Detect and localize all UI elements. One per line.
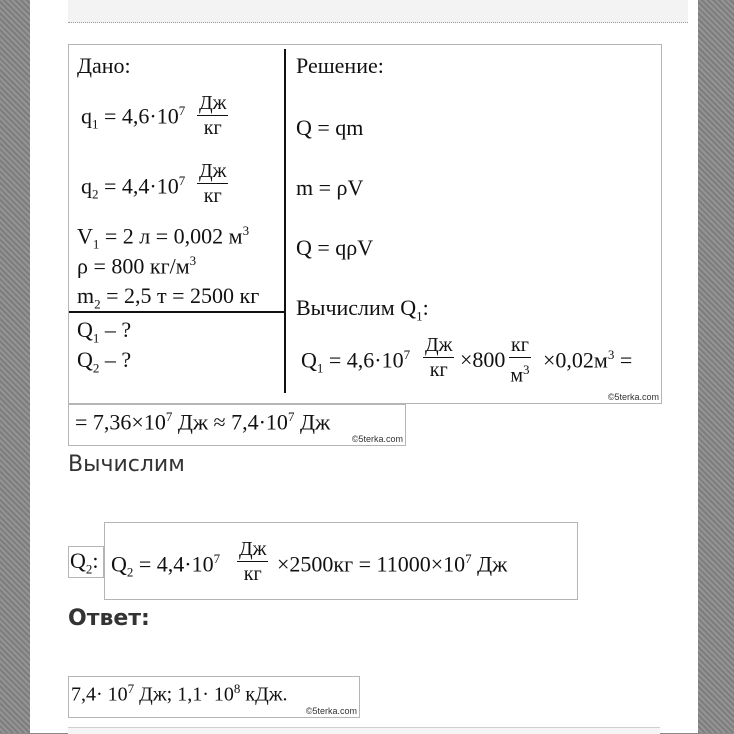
calc-kg-per-m3: кг $м^3$ <box>510 334 530 387</box>
formula-q-qrhov: Q = qρV <box>296 235 374 260</box>
background-right <box>698 0 734 733</box>
find-q1: $Q_1$ – ? <box>77 317 132 346</box>
given-v1: $V_1 = 2$ л = 0,002 $м^3$ <box>77 223 250 252</box>
watermark: ©5terka.com <box>351 434 403 444</box>
result-image <box>68 404 406 446</box>
calc-q1-lhs: $Q_1 = 4,6\cdot 10^7$ <box>301 347 411 376</box>
top-band <box>68 0 688 23</box>
answer-line: $7,4\cdot 10^7$ Дж; $1,1\cdot 10^8$ кДж. <box>71 681 288 706</box>
given-q1-unit: Дж кг <box>199 92 227 139</box>
given-q2-unit: Дж кг <box>199 160 227 207</box>
compute-label: Вычислим <box>68 452 185 477</box>
formula-m-rhov: m = ρV <box>296 175 364 200</box>
find-q2: $Q_2$ – ? <box>77 347 132 376</box>
q2-label-image <box>68 546 104 578</box>
given-m2: $m_2 = 2,5$ т = 2500 кг <box>77 283 260 312</box>
calc-times-002: $\times 0,02м^3$ = <box>543 347 633 373</box>
watermark: ©5terka.com <box>305 706 357 716</box>
formula-q-qm: Q = qm <box>296 115 364 140</box>
background-left <box>0 0 30 733</box>
answer-image <box>68 676 360 718</box>
q2-calc-unit: Дж кг <box>239 538 267 585</box>
given-q1: $q_1 = 4,6\cdot 10^7$ <box>81 103 186 132</box>
page <box>30 0 698 733</box>
solution-image <box>68 44 662 404</box>
calc-heading: Вычислим $Q_1$: <box>296 295 429 324</box>
given-heading: Дано: <box>77 53 131 78</box>
answer-label: Ответ: <box>68 606 150 631</box>
calc-times-800: ×800 <box>460 347 506 372</box>
watermark: ©5terka.com <box>607 392 659 402</box>
q2-calc-image <box>104 522 578 600</box>
calc-q1-unit: Дж кг <box>425 334 453 381</box>
given-rho: ρ = 800 $кг/м^3$ <box>77 253 197 279</box>
given-q2: $q_2 = 4,4\cdot 10^7$ <box>81 173 186 202</box>
table-vertical-divider <box>284 49 286 393</box>
result-line: = $7,36\times 10^7$ Дж ≈ $7,4\cdot 10^7$ Дж <box>75 409 331 435</box>
q2-calc-tail: $\times 2500кг = 11000\times 10^7$ Дж <box>277 551 508 577</box>
solution-heading: Решение: <box>296 53 384 78</box>
q2-label: $Q_2$: <box>70 548 99 577</box>
q2-calc-lhs: $Q_2 = 4,4\cdot 10^7$ <box>111 551 221 580</box>
